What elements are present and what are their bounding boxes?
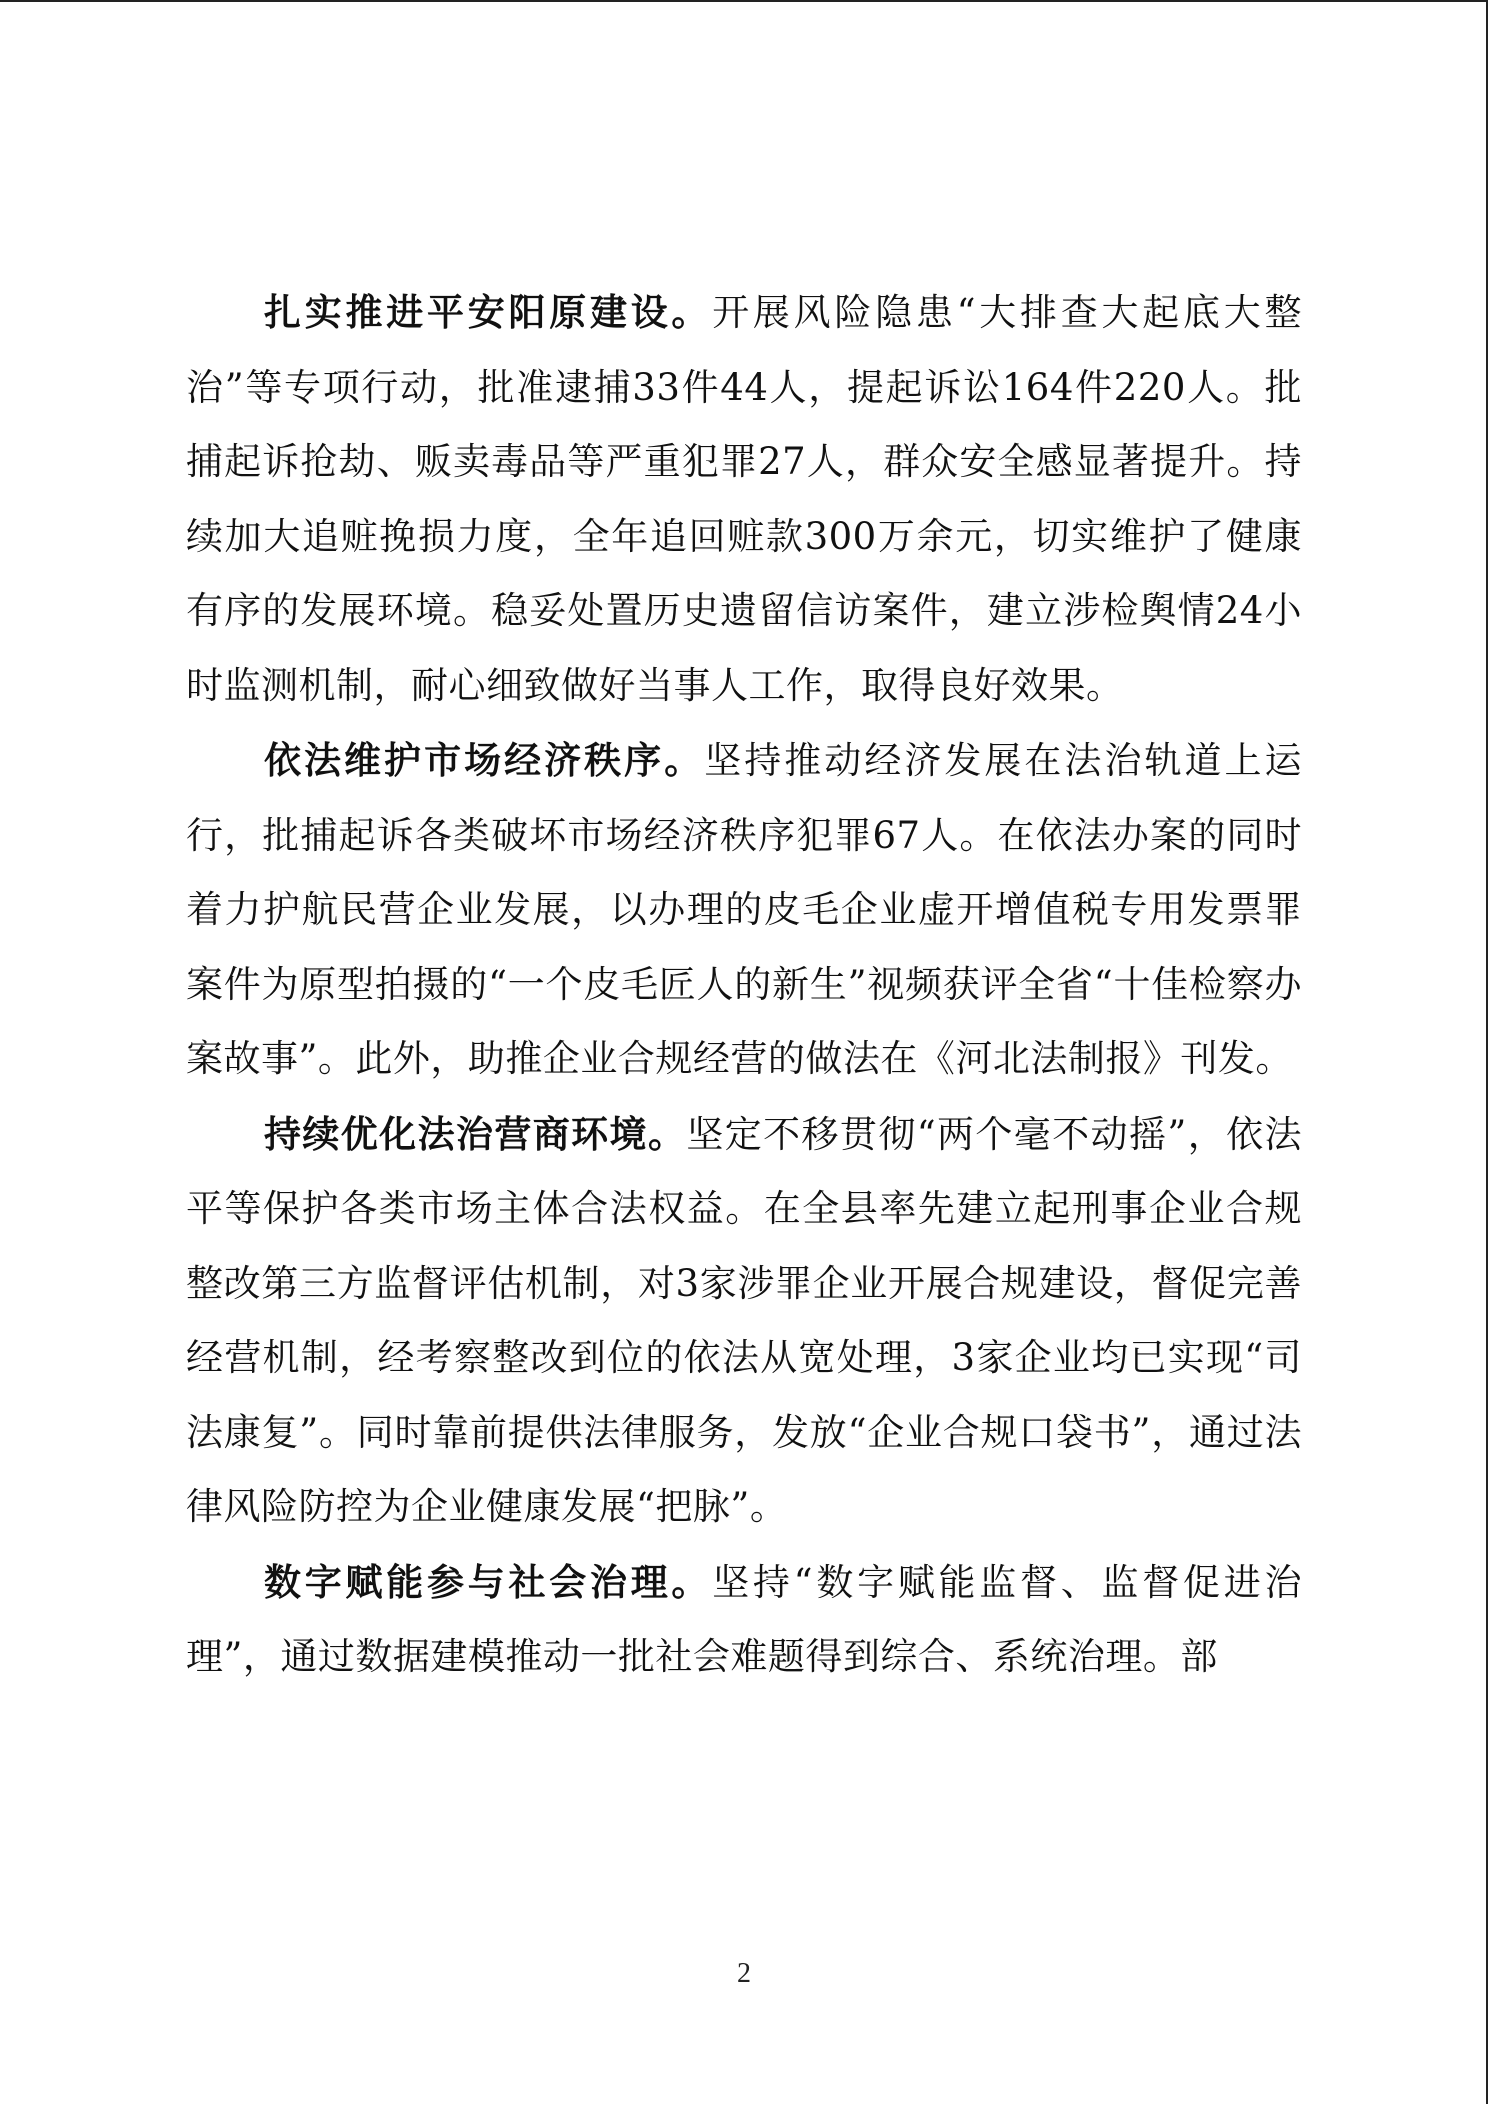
paragraph-heading: 持续优化法治营商环境。 — [264, 1111, 687, 1156]
paragraph-text: 开展风险隐患“大排查大起底大整治”等专项行动，批准逮捕33件44人，提起诉讼164件220人。批捕起诉抢劫、贩卖毒品等严重犯罪27人，群众安全感显著提升。持续加大追赃挽损力度，全年追回赃款300万余元，切实维护了健康有序的发展环境。稳妥处置历史遗留信访案件，建立涉检舆情24小时监测机制，耐心细致做好当事人工作，取得良好效果。 — [186, 291, 1303, 707]
page-border-top — [0, 0, 1488, 2]
page-number: 2 — [737, 1958, 751, 1989]
paragraph-heading: 扎实推进平安阳原建设。 — [264, 290, 713, 334]
paragraph-text: 坚定不移贯彻“两个毫不动摇”，依法平等保护各类市场主体合法权益。在全县率先建立起刑事企业合规整改第三方监督评估机制，对3家涉罪企业开展合规建设，督促完善经营机制，经考察整改到位的依法从宽处理，3家企业均已实现“司法康复”。同时靠前提供法律服务，发放“企业合规口袋书”，通过法律风险防控为企业健康发展“把脉”。 — [186, 1112, 1302, 1528]
paragraph-text: 坚持“数字赋能监督、监督促进治理”，通过数据建模推动一批社会难题得到综合、系统治理。部 — [186, 1560, 1303, 1678]
paragraph-digital-governance — [186, 1545, 1302, 1695]
paragraph-heading: 数字赋能参与社会治理。 — [264, 1559, 713, 1604]
paragraph-text: 坚持推动经济发展在法治轨道上运行，批捕起诉各类破坏市场经济秩序犯罪67人。在依法办案的同时着力护航民营企业发展，以办理的皮毛企业虚开增值税专用发票罪案件为原型拍摄的“一个皮毛匠人的新生”视频获评全省“十佳检察办案故事”。此外，助推企业合规经营的做法在《河北法制报》刊发。 — [186, 739, 1303, 1080]
paragraph-business-environment — [186, 1097, 1302, 1545]
paragraph-safe-yangyuan — [186, 275, 1302, 723]
paragraph-heading: 依法维护市场经济秩序。 — [264, 738, 705, 782]
paragraph-market-order — [186, 723, 1302, 1097]
document-body — [186, 275, 1302, 1695]
